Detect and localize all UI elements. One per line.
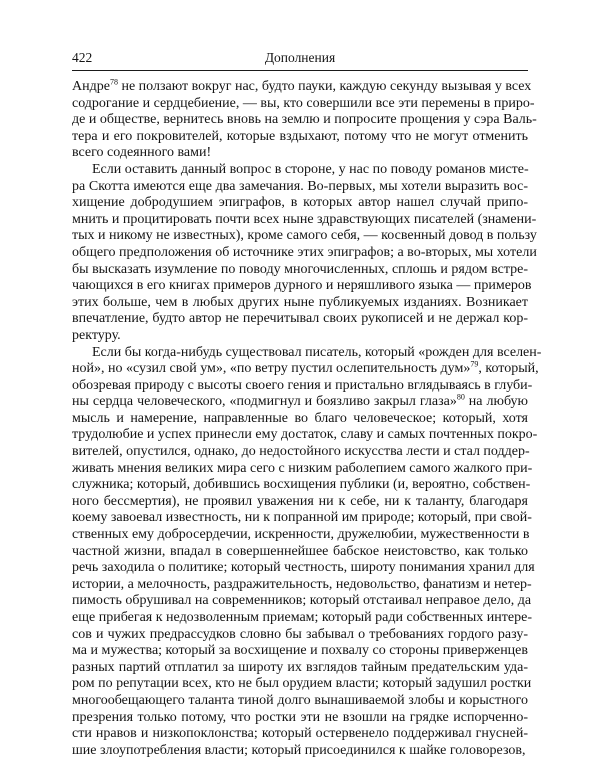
text-line: многообещающего таланта тиной долго вынашиваемой злобы и корыстного bbox=[72, 692, 528, 708]
paragraph bbox=[72, 344, 542, 760]
text-line: хищение добродушием эпиграфов, в которых автор нашел случай припо- bbox=[72, 195, 528, 211]
text-line: еще прибегая к недозволенным приемам; который ради собственных интере- bbox=[72, 610, 532, 625]
paragraph bbox=[72, 161, 537, 345]
text-line bbox=[72, 77, 532, 96]
paragraph bbox=[72, 77, 537, 162]
footnote-marker[interactable]: 79 bbox=[470, 359, 479, 369]
text-line: ственных ему добросердечии, искренности, дружелюбии, мужественности в bbox=[72, 527, 530, 543]
text-line: сов и чужих предрассудков словно бы забывал о требованиях гордого разу- bbox=[72, 626, 528, 642]
text-line: презрения только потому, что ростки эти не взошли на грядке испорченно- bbox=[72, 709, 528, 725]
text-line: ректуру. bbox=[72, 327, 121, 343]
text-line: служника; который, добившись восхищения публики (и, вероятно, собствен- bbox=[72, 477, 531, 493]
text-line: ма и мужества; который за восхищение и похвалу со стороны приверженцев bbox=[72, 643, 528, 659]
text-line: разных партий отплатил за широту их взглядов тайным предательским уда- bbox=[72, 659, 528, 675]
footnote-marker[interactable]: 80 bbox=[456, 392, 465, 402]
text-line: мнить и процитировать почти всех ныне здравствующих писателей (знамени- bbox=[72, 211, 537, 227]
text-line: ром по репутации всех, кто не был орудием власти; который задушил ростки bbox=[72, 676, 532, 692]
text-line: трудолюбие и успех принесли ему достаток, славу и самых почтенных покро- bbox=[72, 427, 538, 443]
text-line: чающихся в его книгах примеров дурного и неряшливого языка — примеров bbox=[72, 278, 532, 294]
text-line: частной жизни, впадал в совершеннейшее бабское неистовство, как только bbox=[72, 543, 528, 559]
text-segment: ны сердца человеческого, «подмигнул и боязливо закрыл глаза» bbox=[72, 394, 457, 410]
text-line: истории, а мелочность, раздражительность, недовольство, фанатизм и нетер- bbox=[72, 576, 532, 592]
text-line: общего предположения об источнике этих эпиграфов; а во-вторых, мы хотели bbox=[72, 244, 537, 260]
text-line: впечатление, будто автор не перечитывал своих рукописей и не держал кор- bbox=[72, 311, 528, 327]
page-header bbox=[72, 50, 528, 71]
text-line: коему завоевал известность, ни к попранной им природе; который, при свой- bbox=[72, 510, 532, 526]
text-line: шие злоупотребления власти; который присоединился к шайке головорезов, bbox=[72, 742, 526, 758]
text-line: ного бессмертия), не проявил уважения ни к себе, ни к таланту, благодаря bbox=[72, 493, 528, 509]
text-line: этих больше, чем в любых других ныне публикуемых изданиях. Возникает bbox=[72, 294, 528, 310]
text-line: всего содеянного вами! bbox=[72, 145, 212, 161]
text-line: сти нравов и низкопоклонства; который остервенело поддерживал гнусней- bbox=[72, 726, 528, 742]
text-line: обозревая природу с высоты своего гения и пристально вглядываясь в глуби- bbox=[72, 377, 533, 393]
page-number: 422 bbox=[72, 50, 93, 65]
text-segment: Андре bbox=[72, 79, 110, 94]
text-line: вителей, опустился, однако, до недостойного искусства лести и стал поддер- bbox=[72, 444, 530, 460]
text-line: живать мнения великих мира сего с низким раболепием самого жалкого при- bbox=[72, 460, 533, 476]
text-segment: на любую bbox=[464, 394, 528, 410]
text-line: тера и его покровителей, которые вздыхают, потому что не могут отменить bbox=[72, 128, 528, 144]
book-page bbox=[72, 50, 542, 759]
running-head: Дополнения bbox=[264, 50, 336, 65]
text-line: содрогание и сердцебиение, — вы, кто совершили все эти перемены в приро- bbox=[72, 95, 535, 111]
text-line: де и обществе, вернитесь вновь на землю и попросите прощения у сэра Валь- bbox=[72, 112, 537, 128]
text-line: бы высказать изумление по поводу многочисленных, сплошь и рядом встре- bbox=[72, 261, 528, 277]
text-line: Если оставить данный вопрос в стороне, у нас по поводу романов мисте- bbox=[92, 161, 529, 177]
text-line: Если бы когда-нибудь существовал писатель, который «рожден для вселен- bbox=[92, 344, 542, 360]
footnote-marker[interactable]: 78 bbox=[109, 77, 118, 87]
text-line: речь заходила о политике; который честность, широту понимания хранил для bbox=[72, 560, 535, 576]
text-segment: не ползают вокруг нас, будто пауки, каждую секунду вызывая у всех bbox=[117, 79, 532, 94]
text-line: ра Скотта имеются еще два замечания. Во-первых, мы хотели выразить вос- bbox=[72, 178, 528, 194]
text-line: пимость обрушивал на современников; который отстаивал неправое дело, да bbox=[72, 593, 532, 609]
text-line: тых и никому не известных), кроме самого себя, — косвенный довод в пользу bbox=[72, 228, 537, 244]
text-line bbox=[72, 359, 539, 378]
body-text bbox=[72, 77, 542, 759]
text-segment: ной», но «сузил свой ум», «по ветру пустил ослепительность дум» bbox=[72, 361, 471, 377]
text-line: мысль и намерение, направленные во благо человеческое; который, хотя bbox=[72, 410, 528, 426]
text-segment: , который, bbox=[478, 361, 539, 377]
text-line bbox=[72, 394, 528, 411]
